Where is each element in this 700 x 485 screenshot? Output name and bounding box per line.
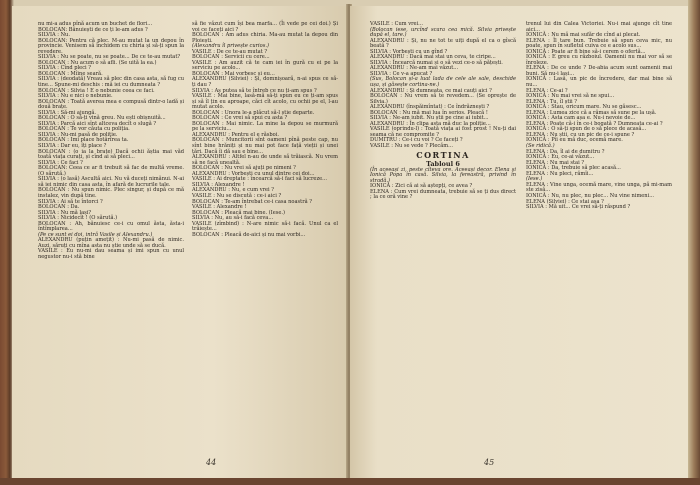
dialogue-line: SILVIA : Să-mi ajungă. [38,109,97,116]
dialogue-line: SILVIA : Nu-mi pasă de poliție. [38,131,118,138]
dialogue-line: VASILE : Mai bine, lasă-mă să-ți spun eu ce ți-am spus și să îl țin eu aproape, căci cît acolo, cu ochii pe el, l-au mutat acolo. [192,93,338,111]
dialogue-line: (Se ridică.) [526,143,555,150]
dialogue-line: DUMITRU : Ce-i cu voi ? Ce faceți ? [370,137,463,144]
dialogue-line: ALEXANDRU : Vorbești cu unul dintre cei doi... [192,170,315,177]
dialogue-line: SILVIA : Ce faci ? [38,159,83,166]
dialogue-line: BOLOCAN : Mai vorbesc și eu... [192,70,275,77]
dialogue-line: (Alexandru îl privește curios.) [192,43,269,50]
dialogue-line: VASILE : Nu se discută : ce-i aici ? [192,192,282,199]
dialogue-line: ALEXANDRU : Dacă mai stai un ceva, te ciripe... [370,54,496,61]
dialogue-line: SILVIA : Mă uit... Ce vrei să-ți răspund ? [526,204,631,211]
dialogue-line: BOLOCAN : O să-ți vină greu. Nu ești obișnuită... [38,115,166,122]
dialogue-line: ELENA : Poate că-i în ce-i bogată ? Dumneata ce-ai ? [526,120,663,127]
dialogue-line: SILVIA : Ce v-a apucat ? [370,70,433,77]
dialogue-line: IONICĂ : Nu mai vrei să ne spui... [526,93,615,100]
dialogue-line: VASILE : Nu se vede ? Plecăm... [370,143,453,150]
dialogue-line: BOLOCAN : Nu acum o să afli. (Se uită la ea.) [38,59,157,66]
dialogue-line: ELENA : Cum vrei dumneata, trebuie să se ți dus direct ; la ce oră vine ? [370,188,516,201]
dialogue-line: BOLOCAN : Pleacă de-aici și nu mai vorbi... [192,231,306,238]
dialogue-line: (Pe ce sunt ei doi, intră Vasile și Alexandru.) [38,231,153,238]
dialogue-line: IONICĂ : Asta cam așa e. Nu-i nevoie de... [526,115,636,122]
right-page-column-1 [370,22,516,201]
dialogue-line: ALEXANDRU (puțin amețit) : Nu-mi pasă de nimic. Auzi, săruți cu mîna asta nu știe unde să se ducă. [38,237,184,249]
dialogue-line: BOLOCAN : Imi place hotărîrea ta. [38,137,129,144]
left-page-column-1 [38,22,184,261]
dialogue-line: ALEXANDRU : Ne-am mai văzut... [370,65,459,72]
dialogue-line: BOLOCAN: Bănuiești de ce ți le-am adus ? [38,26,148,33]
dialogue-line: VASILE : Alexandre ! [192,204,247,211]
left-page-number: 44 [206,458,217,467]
dialogue-line: SILVIA : Nu. [38,32,70,39]
dialogue-line: VASILE (zîmbind) : N-are nimic să-i facă. Unul ca el trăiește... [192,220,338,233]
left-page [12,6,348,478]
dialogue-line: BOLOCAN : Ah, bănuiesc ce-i cu omul ăsta, ăsta-i întîmplarea... [38,220,184,233]
dialogue-line: SILVIA : Alexandre ! [192,181,245,188]
dialogue-line: BOLOCAN : Nu vrei să ajuți pe nimeni ? [192,165,296,172]
dialogue-line: BOLOCAN : Mai nimic. La mine la depou se murmură pe la serviciu... [192,120,338,133]
dialogue-line: ALEXANDRU : Altfel n-au de unde să trăiască. Nu vrem să ne facă unealtă. [192,154,338,166]
dialogue-line: (Bolocan iese, urcînd scara cea mică. Silvia privește după el, tare.) [370,26,516,39]
right-page-column-2 [526,22,672,211]
dialogue-line: VASILE : De ce te-au mutat ? [192,48,268,55]
dialogue-line: BOLOCAN: Ceea ce ar fi trebuit să fac de multă vreme. (O sărută.) [38,165,184,177]
dialogue-line: BOLOCAN : Mîine seară. [38,70,103,77]
dialogue-line: ELENA : Vine unga, ocemă mare, vine unga, pă mi-mam ste zisă... [526,181,672,194]
dialogue-line: IONICĂ : Nu mă mai sufăr de cînd ai plecat. [526,32,641,39]
dialogue-line: SILVIA : Nicidecît ! (O sărută.) [38,215,118,222]
dialogue-line: VASILE : Cum vrei... [370,21,424,27]
dialogue-line: BOLOCAN : (o ia la brațe) Dacă ochii ăștia mai văd toată viața curați, și cînd ai să pleci... [38,148,184,161]
dialogue-line: SILVIA : Dar eu, îți place ? [38,143,107,150]
dialogue-line: BOLOCAN : Da. [38,204,80,211]
dialogue-line: IONICĂ : Lasă, un pic de încredere, dar mai bine să nu... [526,76,672,89]
dialogue-line: ELENA : Da, îl ai de dumitru ? [526,148,605,155]
dialogue-line: IONICĂ : E greu cu războiul. Oamenii nu mai vor să se înroleze. [526,54,672,66]
dialogue-line: BOLOCAN : Am adus chiria. Ma-au mutat la depou din Ploiești. [192,32,338,44]
dialogue-line: SILVIA : (deodată) Vreau să plec din casa asta, să fug cu tine... Spune-mi deschis : mă iei cu dumneata ? [38,76,185,89]
scene-heading: Tabloul 6 [426,159,460,168]
dialogue-line: (În aceeași zi, peste cîteva ore. Aceeași decor. Elena și Ionică Popa în casă. Silvia, la fereastră, privind în stradă.) [370,166,516,184]
dialogue-line: IONICĂ : Zici că ai să aștepți, ce avea ? [370,183,473,190]
dialogue-line: BOLOCAN : Nu vrem să te revedem... (Se oprește de Silvia.) [370,93,516,105]
dialogue-line: ELENA : De ce unde ? De-abia acum sunt oamenii mai buni. Să nu-i lași... [526,65,672,77]
dialogue-line: ALEXANDRU : Și, nu ne tot te uiți după el ca o gîscă beată ? [370,37,516,50]
dialogue-line: să fie văzut cum își bea marfa... (Îi vede pe cei doi.) Și voi ce faceți aici ? [192,21,338,33]
dialogue-line: SILVIA : Aș putea să te întreb ce nu ți-am spus ? [192,87,317,94]
dialogue-line: BOLOCAN : Servicii cu cere... [192,54,270,61]
dialogue-line: BOLOCAN: Pentru că plec. M-au mutat la un depou în provincie. Venisem să închidem cu chiria și să-ți spun la revedere. [38,37,184,55]
dialogue-line: VASILE : Am auzit că te cam iei în gură cu ei pe la serviciu pe acolo... [192,59,338,72]
dialogue-line: SILVIA : Nu, au să-i facă ceva... [192,215,274,222]
dialogue-line: IONICĂ : Da, trebuie să plec acasă... [526,165,621,172]
dialogue-line: ELENA (Silviei) : Ce stai așa ? [526,198,604,205]
dialogue-line: ALEXANDRU : În clipa asta mă duc la poliție... [370,120,491,127]
dialogue-line: ALEXANDRU : Și dumneata, ce mai cauți aici ? [370,87,492,94]
right-page [350,6,690,478]
dialogue-line: ELENA : Îl tare bun. Trebuie să spun ceva mic, nu poate, spun în sufletul cuiva ce e acolo sus... [526,37,672,50]
dialogue-line: BOLOCAN : Unora le-a plăcut să-l știe departe. [192,109,315,116]
dialogue-line: VASILE (oprindu-l) : Toată viața ai fost prost ! Nu-ți dai seama că ne compromite ? [370,126,516,138]
dialogue-line: SILVIA : Parcă aici sînt altceva decît o slugă ? [38,120,157,127]
dialogue-line: ALEXANDRU : Nu, e cum vrei ? [192,187,275,194]
right-page-number: 45 [484,458,495,467]
dialogue-line: nu mi-a adus pînă acum un buchet de flori... [38,21,153,27]
dialogue-line: (Sus, Bolocan și-a luat lada de cele ale sale, deschide ușa, și găsește cortina-ne.) [370,76,516,89]
dialogue-line: trenul lui din Calea Victoriei. Nu-i mai ajunge cît tine aici... [526,21,672,33]
dialogue-line: SILVIA : Ne-am iubit. Nu știi pe cine ai iubit... [370,115,489,122]
dialogue-line: BOLOCAN : Muncitorii sînt oameni pînă peste cap, nu sînt bine hrăniți și nu mai pot face față vieții și unei țări. Dacă îi dă sau e bine... [192,137,338,155]
dialogue-line: SILVIA : Nu mă lași? [38,209,92,216]
dialogue-line: BOLOCAN : Nu spun nimic. Plec singur, și după ce mă instalez, vin după tine. [38,187,184,199]
dialogue-line: BOLOCAN : Te-am întrebat ce-i casa noastră ? [192,198,313,205]
dialogue-line: SILVIA : Ai să te întorci ? [38,198,103,205]
dialogue-line: SILVIA : Nu e nici o nebunie. [38,93,113,100]
dialogue-line: SILVIA : Încearcă numai și o să vezi ce-o să pățești. [370,59,503,66]
dialogue-line: SILVIA : Cînd pleci ? [38,65,92,72]
dialogue-line: (Iese.) [526,176,543,183]
dialogue-line: ELENA : Lumea zice că a rămas să sune pe la ușă. [526,109,657,116]
dialogue-line: BOLOCAN : Nu mă mai lua în serios. Pleacă ! [370,109,488,116]
dialogue-line: IONICĂ : Eu, ce-ai văzut... [526,154,595,161]
dialogue-line: SILVIA : (o lasă) Ascultă aici. Nu vă duceți nimănui. N-ai să iei nimic din casa asta, în afară de lucrurile tale. [38,176,184,188]
dialogue-line: ELENA : Tu, îl știi ? [526,98,577,105]
dialogue-line: ELENA : Ce-ai ? [526,87,568,94]
dialogue-line: BOLOCAN : Toată averea mea e compusă dintr-o ladă și două brațe. [38,98,184,111]
dialogue-line: SILVIA : Vorbești cu un gînd ? [370,48,448,55]
dialogue-line: VASILE : Eu nu-mi dau seama și imi spun cu unul negustor nu-i stă bine [38,248,184,260]
dialogue-line: ALEXANDRU : Pentru el e răsboi. [192,131,279,138]
dialogue-line: ELENA : Nu pleci, rămîi... [526,170,594,177]
dialogue-line: IONICĂ : Poate ar fi bine să-i cerem o ofertă... [526,48,646,55]
dialogue-line: BOLOCAN : Pleacă mai bine. (Iese.) [192,209,285,216]
curtain-heading: CORTINA [416,149,470,160]
dialogue-line: BOLOCAN : Silvia ! E o nebunie ceea ce faci. [38,87,155,94]
left-page-column-2 [192,22,338,238]
dialogue-line: VASILE : Ai dreptate : încearcă să-i faci să lucreze... [192,176,328,183]
dialogue-line: BOLOCAN : Ce vrei să spui cu asta ? [192,115,288,122]
page-edges [688,0,700,485]
dialogue-line: ELENA : Nu știi, cu un pic de ce-i spune ? [526,131,635,138]
dialogue-line: ALEXANDRU (înspăimîntat) : Ce îndrăznești ? [370,104,490,111]
dialogue-line: IONICĂ : O să-ți spun de o să plece de acasă... [526,126,647,133]
dialogue-line: IONICĂ : Pîi eu mă duc, ocemă mare. [526,137,623,144]
dialogue-line: ALEXANDRU (Silviei) : Și, domnișoară, n-ai spus ce să-ți dau ? [192,76,338,89]
dialogue-line: IONICĂ : Stau, oricum mare. Nu se găsesc... [526,104,642,111]
dialogue-line: BOLOCAN : Te vor căuta cu poliția. [38,126,130,133]
book-cover-edge [0,478,700,485]
dialogue-line: IONICĂ : Nu, nu plec, nu plec... Nu vine nimeni... [526,192,655,199]
dialogue-line: SILVIA : Nu se poate, nu se poate... De ce te-au mutat? [38,54,181,61]
dialogue-line: ELENA : Nu mai stai ? [526,159,585,166]
